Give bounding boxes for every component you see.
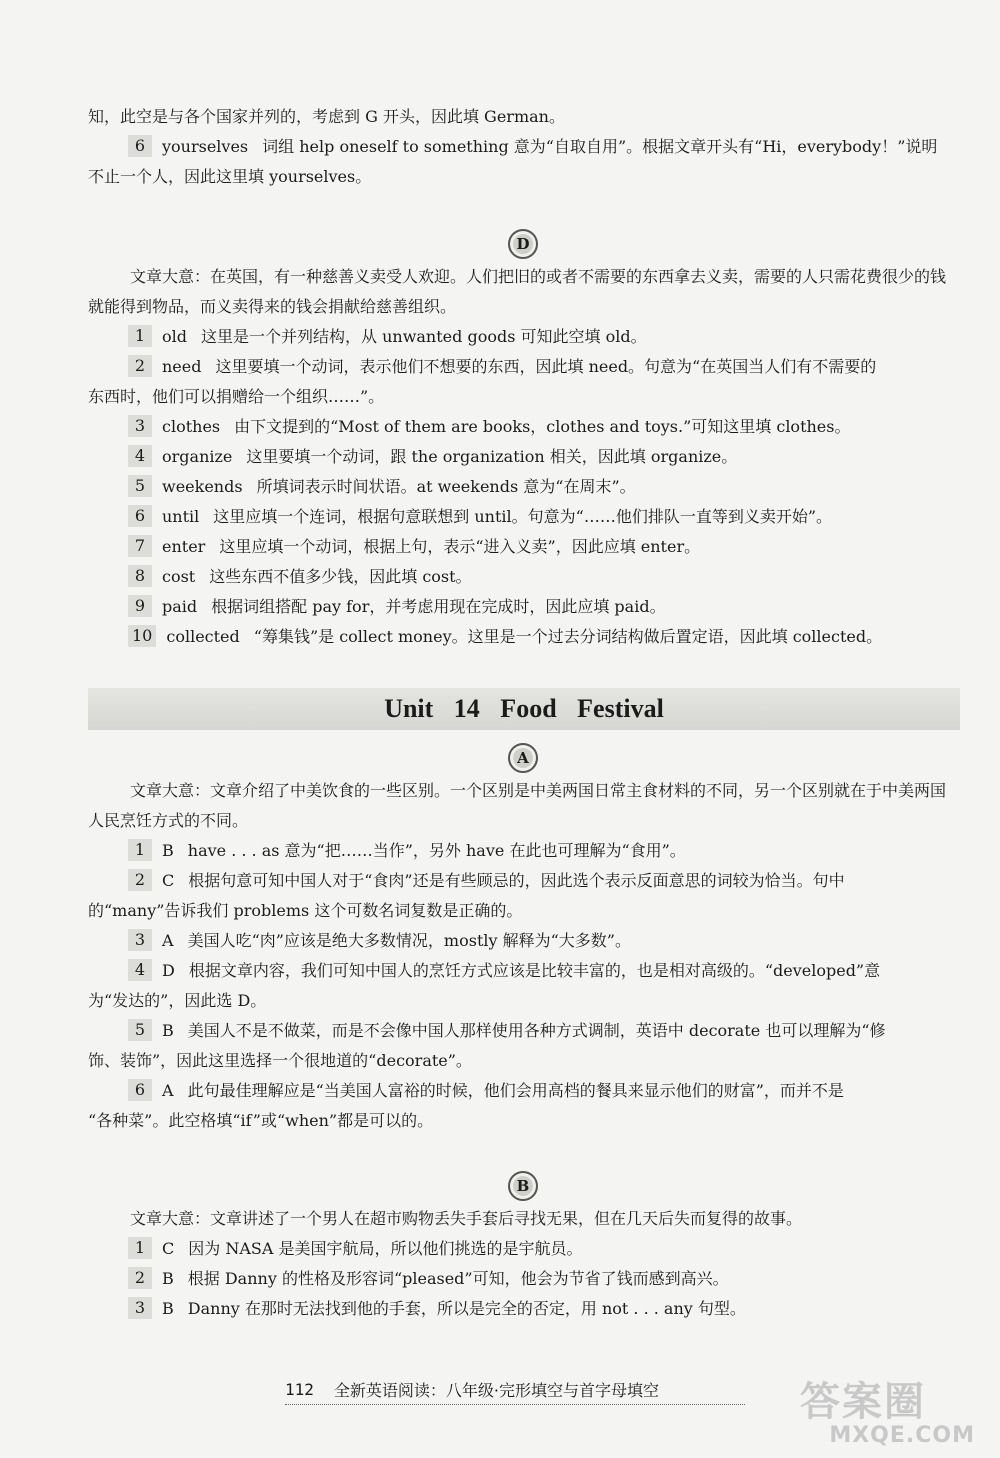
entry-explanation: 这里是一个并列结构，从 unwanted goods 可知此空填 old。 xyxy=(201,327,647,346)
unit-banner xyxy=(88,688,960,730)
entry-answer: paid xyxy=(162,597,198,616)
entry-number: 4 xyxy=(128,445,152,467)
entry-explanation: 美国人吃“肉”应该是绝大多数情况，mostly 解释为“大多数”。 xyxy=(187,931,631,950)
entry-answer: organize xyxy=(162,447,233,466)
entry-number: 3 xyxy=(128,1297,152,1319)
entry-number: 3 xyxy=(128,415,152,437)
section-summary: 文章大意：在英国，有一种慈善义卖受人欢迎。人们把旧的或者不需要的东西拿去义卖，需要的人只需花费很少的钱就能得到物品，而义卖得来的钱会捐献给慈善组织。 xyxy=(88,267,947,316)
answer-entry xyxy=(128,836,960,866)
answer-entry xyxy=(128,1016,960,1046)
answer-entry xyxy=(128,592,960,622)
entry-number: 2 xyxy=(128,1267,152,1289)
entry-answer: C xyxy=(162,871,175,890)
entry-explanation: 根据句意可知中国人对于“食肉”还是有些顾忌的，因此选个表示反面意思的词较为恰当。句中 xyxy=(188,871,845,890)
answer-entry xyxy=(128,532,960,562)
entry-answer: A xyxy=(162,931,174,950)
entry-number: 6 xyxy=(128,135,152,157)
section-summary: 文章大意：文章介绍了中美饮食的一些区别。一个区别是中美两国日常主食材料的不同，另一个区别就在于中美两国人民烹饪方式的不同。 xyxy=(88,781,947,830)
answer-entry xyxy=(128,412,960,442)
page-number: 112 xyxy=(285,1379,314,1399)
entry-explanation: 根据词组搭配 pay for，并考虑用现在完成时，因此应填 paid。 xyxy=(211,597,666,616)
entry-explanation: 这些东西不值多少钱，因此填 cost。 xyxy=(209,567,472,586)
answer-entry xyxy=(128,1294,960,1324)
answer-entry xyxy=(128,562,960,592)
entry-number: 3 xyxy=(128,929,152,951)
entry-continuation: “各种菜”。此空格填“if”或“when”都是可以的。 xyxy=(88,1111,434,1130)
watermark-line1: 答案圈 xyxy=(800,1379,926,1425)
entry-explanation: 词组 help oneself to something 意为“自取自用”。根据文章开头有“Hi，everybody！”说明 xyxy=(262,137,938,156)
unit-title: Unit 14 Food Festival xyxy=(384,694,664,723)
entry-answer: cost xyxy=(162,567,196,586)
entry-answer: C xyxy=(162,1239,175,1258)
answer-entry xyxy=(128,622,960,652)
section-badge-a: A xyxy=(508,743,538,773)
entry-number: 6 xyxy=(128,1079,152,1101)
entry-explanation: 这里要填一个动词，跟 the organization 相关，因此填 organize。 xyxy=(246,447,738,466)
entry-number: 2 xyxy=(128,869,152,891)
entry-answer: D xyxy=(162,961,175,980)
answer-entry xyxy=(128,956,960,986)
entry-answer: need xyxy=(162,357,202,376)
entry-explanation: “筹集钱”是 collect money。这里是一个过去分词结构做后置定语，因此填 collected。 xyxy=(253,627,883,646)
entry-number: 4 xyxy=(128,959,152,981)
entry-number: 8 xyxy=(128,565,152,587)
answer-entry xyxy=(128,866,960,896)
watermark-logo xyxy=(800,1370,975,1450)
entry-number: 2 xyxy=(128,355,152,377)
answer-entry xyxy=(128,502,960,532)
entry-answer: B xyxy=(162,841,174,860)
answer-entry xyxy=(128,926,960,956)
answer-entry xyxy=(128,442,960,472)
entry-answer: until xyxy=(162,507,200,526)
entry-number: 7 xyxy=(128,535,152,557)
entry-number: 9 xyxy=(128,595,152,617)
entry-explanation: have . . . as 意为“把……当作”，另外 have 在此也可理解为“食用”。 xyxy=(187,841,686,860)
watermark-line2: MXQE.COM xyxy=(829,1423,975,1448)
answer-entry xyxy=(128,322,960,352)
answer-entry xyxy=(128,132,960,162)
entry-number: 1 xyxy=(128,839,152,861)
entry-explanation: Danny 在那时无法找到他的手套，所以是完全的否定，用 not . . . any 句型。 xyxy=(187,1299,746,1318)
entry-explanation: 由下文提到的“Most of them are books，clothes and toys.”可知这里填 clothes。 xyxy=(234,417,851,436)
entry-answer: old xyxy=(162,327,187,346)
page-footer xyxy=(285,1374,745,1405)
entry-answer: weekends xyxy=(162,477,243,496)
answer-entry xyxy=(128,352,960,382)
entry-continuation: 为“发达的”，因此选 D。 xyxy=(88,991,267,1010)
entry-answer: clothes xyxy=(162,417,221,436)
entry-number: 5 xyxy=(128,475,152,497)
answer-entry xyxy=(128,472,960,502)
entry-answer: yourselves xyxy=(162,137,249,156)
entry-number: 6 xyxy=(128,505,152,527)
answer-entry xyxy=(128,1076,960,1106)
entry-explanation: 根据文章内容，我们可知中国人的烹饪方式应该是比较丰富的，也是相对高级的。“developed”意 xyxy=(188,961,881,980)
entry-answer: B xyxy=(162,1021,174,1040)
entry-answer: enter xyxy=(162,537,206,556)
entry-explanation: 这里要填一个动词，表示他们不想要的东西，因此填 need。句意为“在英国当人们有不需要的 xyxy=(215,357,877,376)
entry-explanation: 因为 NASA 是美国宇航局，所以他们挑选的是宇航员。 xyxy=(188,1239,583,1258)
top-line: 知，此空是与各个国家并列的，考虑到 G 开头，因此填 German。 xyxy=(88,107,565,126)
entry-number: 1 xyxy=(128,1237,152,1259)
entry-explanation: 此句最佳理解应是“当美国人富裕的时候，他们会用高档的餐具来显示他们的财富”，而并不是 xyxy=(187,1081,844,1100)
answer-entry xyxy=(128,1264,960,1294)
entry-number: 5 xyxy=(128,1019,152,1041)
entry-explanation: 美国人不是不做菜，而是不会像中国人那样使用各种方式调制，英语中 decorate 也可以理解为“修 xyxy=(187,1021,886,1040)
entry-continuation: 不止一个人，因此这里填 yourselves。 xyxy=(88,167,372,186)
entry-continuation: 的“many”告诉我们 problems 这个可数名词复数是正确的。 xyxy=(88,901,523,920)
entry-explanation: 这里应填一个连词，根据句意联想到 until。句意为“……他们排队一直等到义卖开始”。 xyxy=(213,507,833,526)
entry-continuation: 东西时，他们可以捐赠给一个组织……”。 xyxy=(88,387,385,406)
entry-number: 10 xyxy=(128,625,156,647)
answer-entry xyxy=(128,1234,960,1264)
section-badge-b: B xyxy=(508,1171,538,1201)
entry-answer: collected xyxy=(166,627,240,646)
entry-explanation: 这里应填一个动词，根据上句，表示“进入义卖”，因此应填 enter。 xyxy=(219,537,701,556)
entry-explanation: 所填词表示时间状语。at weekends 意为“在周末”。 xyxy=(256,477,636,496)
entry-explanation: 根据 Danny 的性格及形容词“pleased”可知，他会为节省了钱而感到高兴。 xyxy=(187,1269,729,1288)
entry-number: 1 xyxy=(128,325,152,347)
section-badge-d: D xyxy=(508,229,538,259)
section-summary: 文章大意：文章讲述了一个男人在超市购物丢失手套后寻找无果，但在几天后失而复得的故事。 xyxy=(130,1209,803,1228)
entry-answer: A xyxy=(162,1081,174,1100)
entry-continuation: 饰、装饰”，因此这里选择一个很地道的“decorate”。 xyxy=(88,1051,472,1070)
book-title: 全新英语阅读：八年级·完形填空与首字母填空 xyxy=(333,1380,659,1400)
entry-answer: B xyxy=(162,1299,174,1318)
entry-answer: B xyxy=(162,1269,174,1288)
